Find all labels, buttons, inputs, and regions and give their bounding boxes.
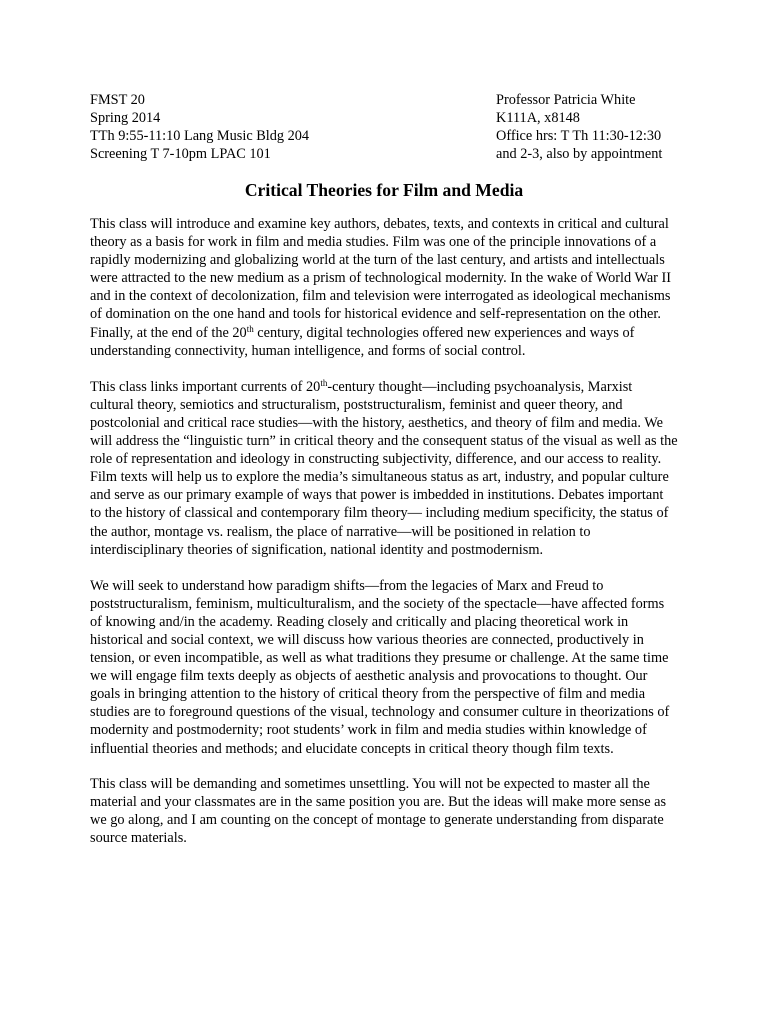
intro-text-part-1: This class will introduce and examine key authors, debates, texts, and contexts in critical and cultural theory as a basis for work in film and media studies. Film was one of the principle innovations of a rapidly modernizing and globalizing world at the turn of the last century, and artists and intellectuals were attracted to the new medium as a prism of technological modernity. In the wake of World War II and in the context of decolonization, film and television were interrogated as ideological mechanisms of domination on the one hand and tools for historical evidence and self-representation on the other. Finally, at the end of the 20 (90, 216, 672, 341)
intro-paragraph (90, 215, 678, 360)
course-number: FMST 20 (90, 92, 145, 108)
currents-text-part-2: -century thought—including psychoanalysis, Marxist cultural theory, semiotics and structuralism, poststructuralism, feminist and queer theory, and postcolonial and critical race studies—with the history, aesthetics, and theory of film and media. We will address the “linguistic turn” in critical theory and the consequent status of the visual as well as the role of representation and ideology in constructing subjectivity, difference, and our access to reality. Film texts will help us to explore the media’s simultaneous status as art, industry, and popular culture and serve as our primary example of ways that power is imbedded in institutions. Debates important to the history of classical and contemporary film theory— including medium specificity, the status of the author, montage vs. realism, the place of narrative—will be positioned in relation to interdisciplinary theories of signification, national identity and postmodernism. (90, 378, 678, 558)
office-location: K111A, x8148 (496, 110, 580, 127)
intro-text-part-2: century, digital technologies offered new experiences and ways of understanding connectivity, human intelligence, and forms of social control. (90, 324, 635, 359)
office-hours-appointment: and 2-3, also by appointment (496, 146, 663, 163)
meeting-time-location: TTh 9:55-11:10 Lang Music Bldg 204 (90, 128, 310, 145)
currents-text-part-1: This class links important currents of 20 (90, 378, 321, 395)
intro-superscript: th (246, 323, 254, 334)
paradigm-paragraph: We will seek to understand how paradigm shifts—from the legacies of Marx and Freud to poststructuralism, feminism, multiculturalism, and the society of the spectacle—have affected forms of knowing and/in the academy. Reading closely and critically and placing theoretical work in historical and social context, we will discuss how various theories are connected, productively in tension, or even incompatible, as well as what traditions they presume or challenge. At the same time we will engage film texts deeply as objects of aesthetic analysis and provocations to thought. Our goals in bringing attention to the history of critical theory from the perspective of film and media studies are to foreground questions of the visual, technology and consumer culture in theorizations of modernity and postmodernity; root students’ work in film and media studies within knowledge of influential theories and methods; and elucidate concepts in critical theory though film texts. (90, 577, 670, 757)
office-hours: Office hrs: T Th 11:30-12:30 (496, 128, 662, 145)
course-term: Spring 2014 (90, 110, 161, 127)
instructor-name: Professor Patricia White (496, 92, 636, 108)
syllabus-page (90, 91, 678, 847)
currents-superscript: th (320, 377, 328, 388)
instructor-info-block (496, 91, 662, 163)
course-title: Critical Theories for Film and Media (244, 180, 524, 200)
currents-paragraph (90, 378, 678, 559)
course-info-block (90, 91, 309, 163)
course-header (90, 91, 678, 165)
expectations-paragraph: This class will be demanding and sometimes unsettling. You will not be expected to master all the material and your classmates are in the same position you are. But the ideas will make more sense as we go along, and I am counting on the concept of montage to generate understanding from disparate source materials. (90, 775, 667, 846)
screening-time-location: Screening T 7-10pm LPAC 101 (90, 146, 271, 163)
